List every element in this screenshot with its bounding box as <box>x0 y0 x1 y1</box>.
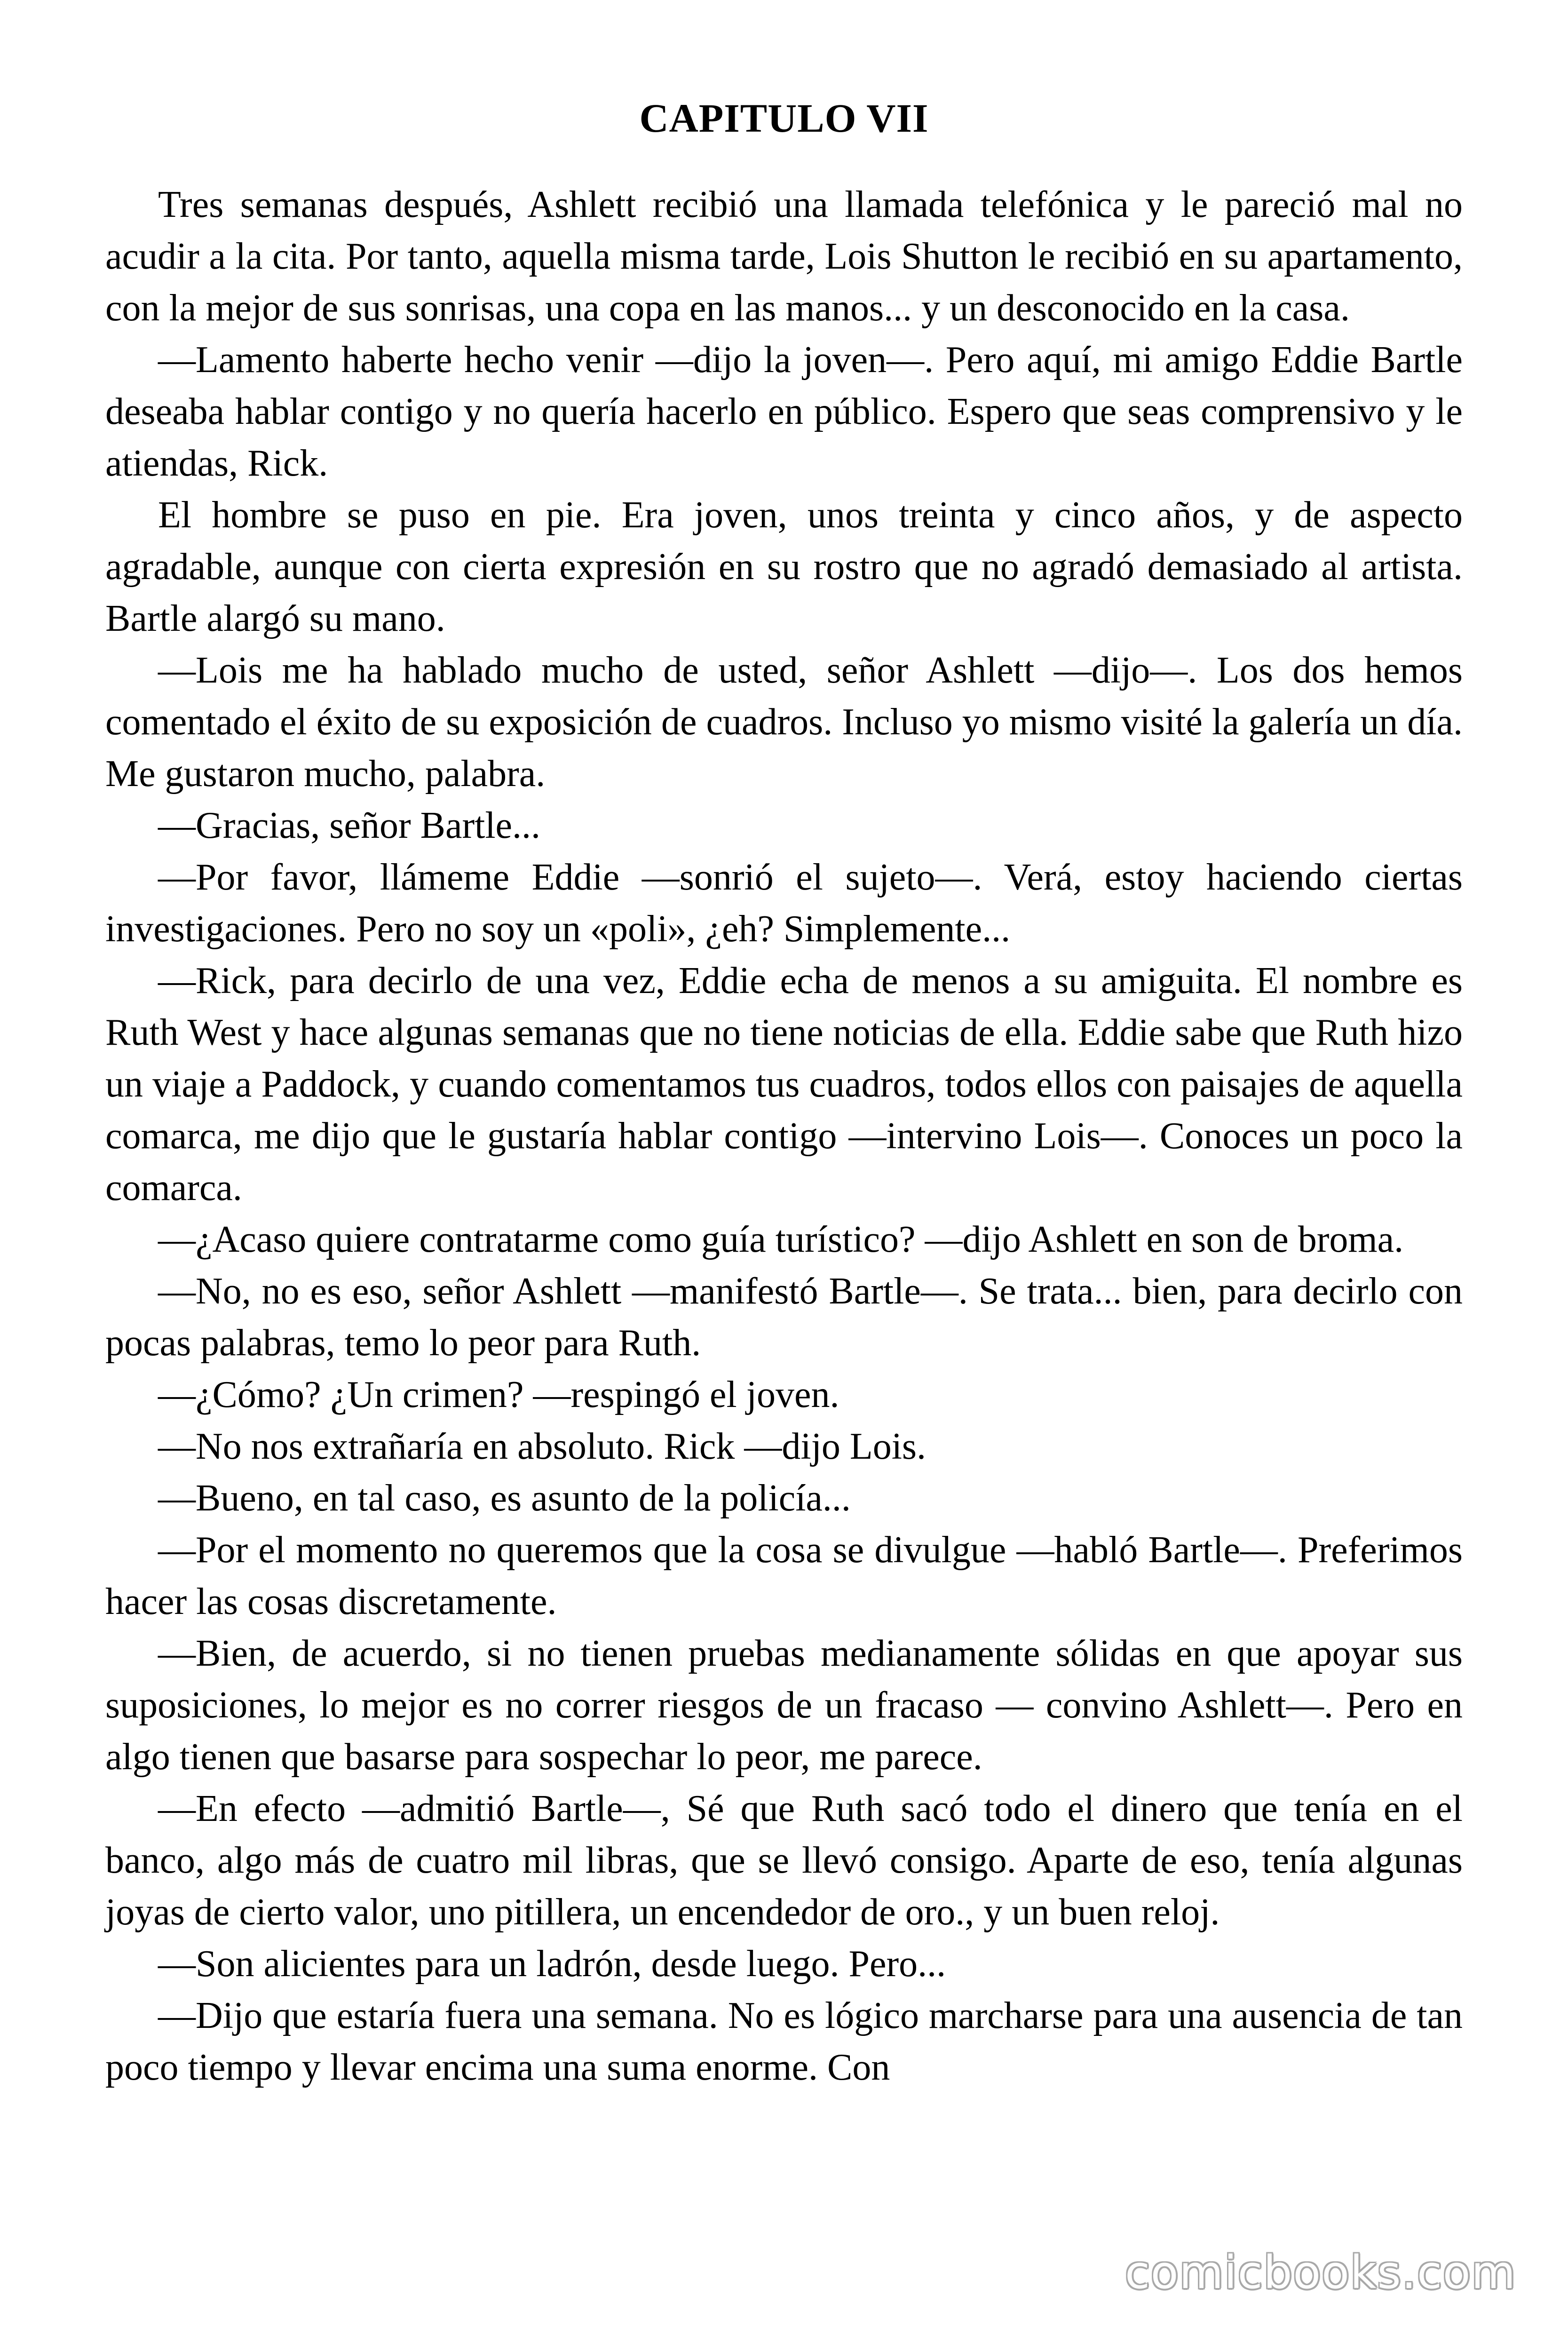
paragraph: —¿Acaso quiere contratarme como guía turístico? —dijo Ashlett en son de broma. <box>158 1219 1404 1260</box>
paragraph: —Son alicientes para un ladrón, desde luego. Pero... <box>158 1943 946 1985</box>
chapter-title: CAPITULO VII <box>639 95 929 141</box>
paragraph: —Bien, de acuerdo, si no tienen pruebas medianamente sólidas en que apoyar sus suposiciones, lo mejor es no correr riesgos de un fracaso — convino Ashlett—. Pero en algo tienen que basarse para sospechar lo peor, me parece. <box>105 1633 1463 1778</box>
paragraph: —Por el momento no queremos que la cosa se divulgue —habló Bartle—. Preferimos hacer las cosas discretamente. <box>105 1529 1463 1622</box>
paragraph: —Bueno, en tal caso, es asunto de la policía... <box>158 1478 851 1519</box>
paragraph: —Lamento haberte hecho venir —dijo la joven—. Pero aquí, mi amigo Eddie Bartle deseaba hablar contigo y no quería hacerlo en público. Espero que seas comprensivo y le atiendas, Rick. <box>105 339 1463 484</box>
paragraph: El hombre se puso en pie. Era joven, unos treinta y cinco años, y de aspecto agradable, aunque con cierta expresión en su rostro que no agradó demasiado al artista. Bartle alargó su mano. <box>105 494 1463 639</box>
paragraph: —Por favor, llámeme Eddie —sonrió el sujeto—. Verá, estoy haciendo ciertas investigaciones. Pero no soy un «poli», ¿eh? Simplemente... <box>105 857 1463 950</box>
paragraph: —Lois me ha hablado mucho de usted, señor Ashlett —dijo—. Los dos hemos comentado el éxito de su exposición de cuadros. Incluso yo mismo visité la galería un día. Me gustaron mucho, palabra. <box>105 650 1463 795</box>
paragraph: —¿Cómo? ¿Un crimen? —respingó el joven. <box>158 1374 839 1415</box>
watermark: comicbooks.com <box>1125 2246 1516 2299</box>
paragraph: —No, no es eso, señor Ashlett —manifestó Bartle—. Se trata... bien, para decirlo con pocas palabras, temo lo peor para Ruth. <box>105 1271 1463 1364</box>
paragraph: —No nos extrañaría en absoluto. Rick —dijo Lois. <box>158 1426 927 1467</box>
paragraph: —Rick, para decirlo de una vez, Eddie echa de menos a su amiguita. El nombre es Ruth West y hace algunas semanas que no tiene noticias de ella. Eddie sabe que Ruth hizo un viaje a Paddock, y cuando comentamos tus cuadros, todos ellos con paisajes de aquella comarca, me dijo que le gustaría hablar contigo —intervino Lois—. Conoces un poco la comarca. <box>105 960 1463 1208</box>
paragraph: —En efecto —admitió Bartle—, Sé que Ruth sacó todo el dinero que tenía en el banco, algo más de cuatro mil libras, que se llevó consigo. Aparte de eso, tenía algunas joyas de cierto valor, uno pitillera, un encendedor de oro., y un buen reloj. <box>105 1788 1463 1933</box>
paragraph: —Dijo que estaría fuera una semana. No es lógico marcharse para una ausencia de tan poco tiempo y llevar encima una suma enorme. Con <box>105 1995 1463 2088</box>
chapter-body <box>105 179 1463 2093</box>
paragraph: Tres semanas después, Ashlett recibió una llamada telefónica y le pareció mal no acudir a la cita. Por tanto, aquella misma tarde, Lois Shutton le recibió en su apartamento, con la mejor de sus sonrisas, una copa en las manos... y un desconocido en la casa. <box>105 184 1463 329</box>
paragraph: —Gracias, señor Bartle... <box>158 805 541 846</box>
